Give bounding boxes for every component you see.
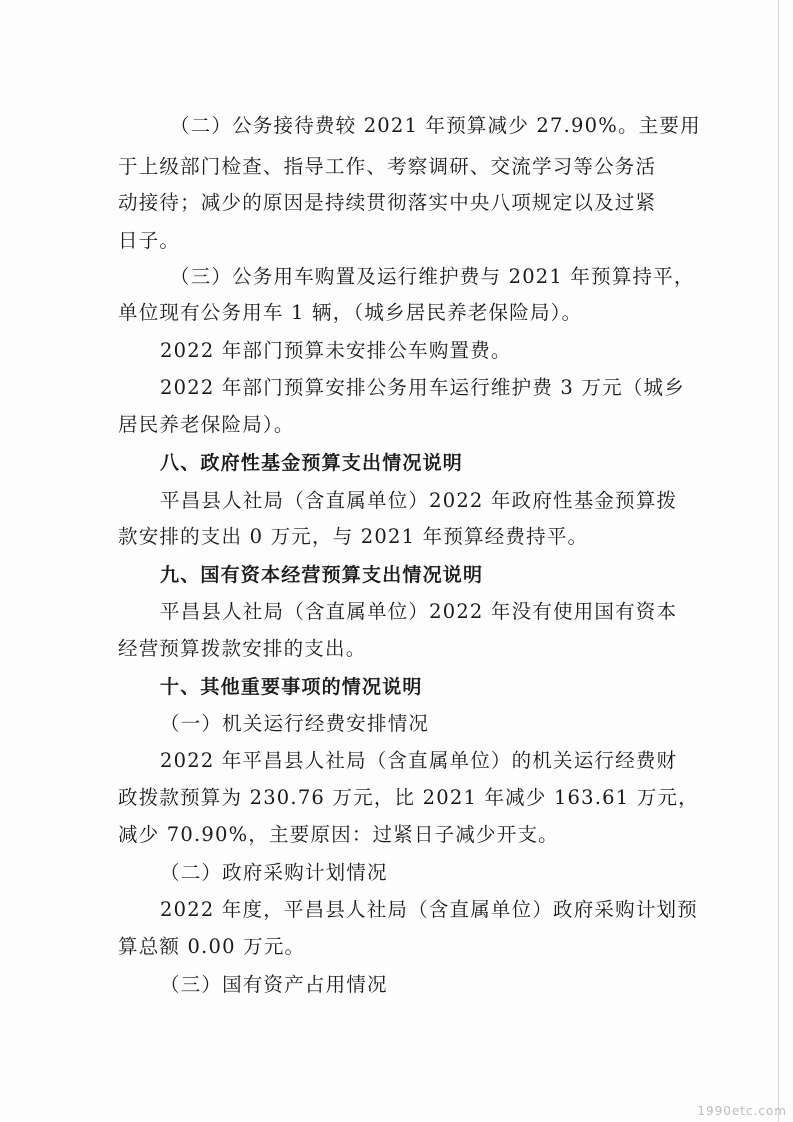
text-line: 2022 年部门预算安排公务用车运行维护费 3 万元（城乡 (160, 376, 685, 399)
text-line: 算总额 0.00 万元。 (118, 935, 306, 958)
text-line: 经营预算拨款安排的支出。 (118, 637, 367, 660)
section-heading: 八、政府性基金预算支出情况说明 (160, 452, 464, 474)
text-line: （二）政府采购计划情况 (160, 861, 388, 884)
text-line: 平昌县人社局（含直属单位）2022 年没有使用国有资本 (160, 600, 678, 623)
text-line: 动接待；减少的原因是持续贯彻落实中央八项规定以及过紧 (118, 191, 657, 214)
text-line: 于上级部门检查、指导工作、考察调研、交流学习等公务活 (118, 155, 657, 178)
text-line: 2022 年度，平昌县人社局（含直属单位）政府采购计划预 (160, 898, 698, 921)
section-heading: 十、其他重要事项的情况说明 (160, 676, 423, 698)
text-line: 平昌县人社局（含直属单位）2022 年政府性基金预算拨 (160, 489, 678, 512)
text-line: （三）国有资产占用情况 (160, 973, 388, 996)
text-line: 2022 年平昌县人社局（含直属单位）的机关运行经费财 (160, 749, 678, 772)
text-line: （二）公务接待费较 2021 年预算减少 27.90%。主要用 (170, 114, 701, 137)
text-line: 居民养老保险局）。 (118, 413, 295, 436)
text-line: 日子。 (118, 229, 181, 252)
text-line: 2022 年部门预算未安排公车购置费。 (160, 339, 512, 362)
text-line: 款安排的支出 0 万元，与 2021 年预算经费持平。 (118, 525, 589, 548)
section-heading: 九、国有资本经营预算支出情况说明 (160, 564, 484, 586)
page-edge-divider (778, 0, 779, 1122)
text-line: 政拨款预算为 230.76 万元，比 2021 年减少 163.61 万元， (118, 786, 699, 809)
text-line: 减少 70.90%，主要原因：过紧日子减少开支。 (118, 823, 559, 846)
text-line: （三）公务用车购置及运行维护费与 2021 年预算持平， (170, 265, 695, 288)
text-line: （一）机关运行经费安排情况 (160, 712, 430, 735)
watermark: 1990etc.com (697, 1104, 787, 1118)
text-line: 单位现有公务用车 1 辆，（城乡居民养老保险局）。 (118, 301, 583, 324)
